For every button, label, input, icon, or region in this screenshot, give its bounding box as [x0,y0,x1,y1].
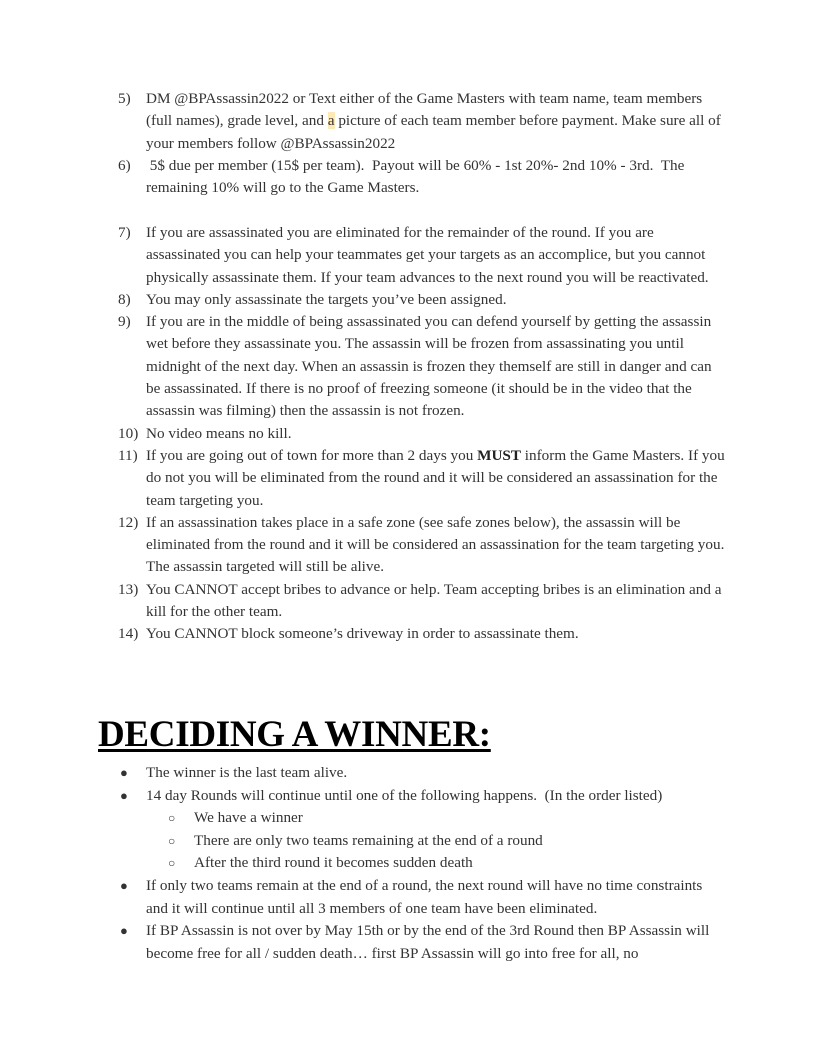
winner-bullet-list [120,762,728,965]
sub-bullet-item [120,830,728,853]
rule-item-13 [118,579,728,624]
rule-item-12 [118,512,728,579]
rule-number: 13) [118,580,139,598]
rule-number: 12) [118,513,139,531]
rule-text: DM @BPAssassin2022 or Text either of the Game Masters with team name, team members (full names), grade level, and a picture of each team member before payment. Make sure all of your members follow @BPAssassin2022 [146,90,721,152]
rule-number: 7) [118,224,131,241]
bullet-circle-icon: ○ [168,833,176,848]
bullet-circle-icon: ○ [168,856,176,871]
sub-bullet-text: There are only two teams remaining at the end of a round [194,831,543,849]
bullet-dot-icon: ● [120,923,128,939]
bullet-circle-icon: ○ [168,811,176,826]
rule-number: 14) [118,625,139,643]
highlighted-word: a [327,112,335,130]
bullet-text: If only two teams remain at the end of a round, the next round will have no time constraints and it will continue until all 3 members of one team have been eliminated. [146,876,703,917]
sub-bullet-item [120,852,728,875]
rule-text: No video means no kill. [146,424,292,442]
bullet-item [120,762,728,785]
bullet-dot-icon: ● [120,877,128,893]
bullet-dot-icon: ● [120,765,128,780]
rule-item-6 [118,155,728,200]
section-heading: DECIDING A WINNER: [98,714,491,755]
rule-text: 5$ due per member (15$ per team). Payout will be 60% - 1st 20%- 2nd 10% - 3rd. The remaining 10% will go to the Game Masters. [146,156,689,197]
rule-item-7 [118,222,728,289]
bullet-item [120,875,728,920]
rule-item-8 [118,289,728,311]
rules-list-part-1 [118,88,728,199]
bullet-text: The winner is the last team alive. [146,764,348,781]
rule-number: 8) [118,290,131,308]
rule-item-9 [118,311,728,422]
rule-text: If you are assassinated you are eliminated for the remainder of the round. If you are assassinated you can help your teammates get your targets as an accomplice, but you cannot physically assassinate them. If your team advances to the next round you will be reactivated. [146,224,709,286]
rule-item-11 [118,445,728,512]
sub-bullet-text: We have a winner [194,809,303,827]
rule-number: 9) [118,313,131,331]
rule-number: 6) [118,156,131,174]
rule-number: 5) [118,90,131,107]
rule-text: You CANNOT accept bribes to advance or help. Team accepting bribes is an elimination and a kill for the other team. [146,580,722,621]
sub-bullet-text: After the third round it becomes sudden death [194,854,473,872]
rule-item-10 [118,423,728,445]
rule-text: If you are in the middle of being assassinated you can defend yourself by getting the assassin wet before they assassinate you. The assassin will be frozen from assassinating you until midnight of the next day. When an assassin is frozen they themself are still in danger and can be assassinated. If there is no proof of freezing someone (it should be in the video that the assassin was filming) then the assassin is not frozen. [146,313,712,420]
rules-list-part-2 [118,222,728,646]
bullet-text: 14 day Rounds will continue until one of the following happens. (In the order listed) [146,786,663,804]
sub-bullet-item [120,807,728,830]
rule-text: If an assassination takes place in a safe zone (see safe zones below), the assassin will be eliminated from the round and it will be considered an assassination for the team targeting you. The assassin targeted will still be alive. [146,513,725,576]
emphasis-must: MUST [477,446,521,464]
rule-number: 11) [118,446,138,464]
bullet-item [120,785,728,808]
rule-text: You may only assassinate the targets you’ve been assigned. [146,290,507,308]
bullet-dot-icon: ● [120,787,128,803]
rule-text: You CANNOT block someone’s driveway in order to assassinate them. [146,625,579,643]
rule-item-5 [118,88,728,155]
bullet-text: If BP Assassin is not over by May 15th or by the end of the 3rd Round then BP Assassin will become free for all / sudden death… first BP Assassin will go into free for all, no [146,922,710,962]
bullet-item [120,920,728,965]
rule-item-14 [118,623,728,645]
rule-text: If you are going out of town for more than 2 days you MUST inform the Game Masters. If you do not you will be eliminated from the round and it will be considered an assassination for the team targeting you. [146,446,725,509]
rule-number: 10) [118,424,139,442]
